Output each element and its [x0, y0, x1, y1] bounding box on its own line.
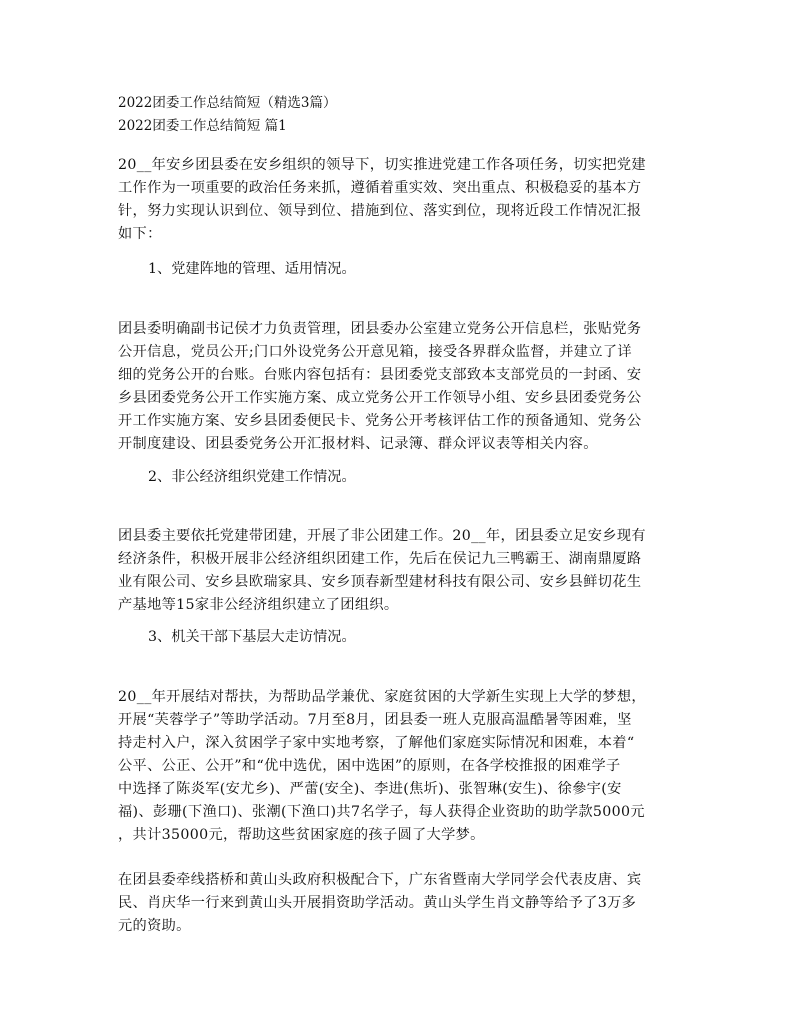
- paragraph-line: 细的党务公开的台账。台账内容包括有：县团委党支部致本支部党员的一封函、安: [118, 367, 642, 383]
- paragraph-line: 持走村入户，深入贫困学子家中实地考察，了解他们家庭实际情况和困难，本着“: [118, 735, 635, 751]
- paragraph-line: 工作作为一项重要的政治任务来抓，遵循着重实效、突出重点、积极稳妥的基本方: [118, 180, 642, 196]
- paragraph-line: 产基地等15家非公经济组织建立了团组织。: [118, 597, 399, 613]
- paragraph-line: 业有限公司、安乡县欧瑞家具、安乡顶春新型建材科技有限公司、安乡县鲜切花生: [118, 574, 642, 590]
- paragraph-line: 公平、公正、公开”和“优中选优，困中选困”的原则，在各学校推报的困难学子: [118, 758, 621, 774]
- paragraph-line: 公开信息，党员公开;门口外设党务公开意见箱，接受各界群众监督，并建立了详: [118, 344, 632, 360]
- paragraph-line: 开工作实施方案、安乡县团委便民卡、党务公开考核评估工作的预备通知、党务公: [118, 413, 642, 429]
- paragraph-line: 民、肖庆华一行来到黄山头开展捐资助学活动。黄山头学生肖文静等给予了3万多: [118, 895, 637, 911]
- paragraph-line: 20__年开展结对帮扶，为帮助品学兼优、家庭贫困的大学新生实现上大学的梦想，: [118, 689, 646, 705]
- paragraph-line: 团县委主要依托党建带团建，开展了非公团建工作。20__年，团县委立足安乡现有: [118, 528, 646, 544]
- paragraph-line: 元的资助。: [118, 918, 191, 934]
- paragraph-line: 如下：: [118, 226, 162, 242]
- paragraph-line: 20__年安乡团县委在安乡组织的领导下，切实推进党建工作各项任务，切实把党建: [118, 157, 646, 173]
- paragraph-line: 团县委明确副书记侯才力负责管理，团县委办公室建立党务公开信息栏，张贴党务: [118, 321, 642, 337]
- section-heading-3: 3、机关干部下基层大走访情况。: [148, 629, 356, 645]
- paragraph-line: ，共计35000元，帮助这些贫困家庭的孩子圆了大学梦。: [118, 827, 485, 843]
- paragraph-line: 针，努力实现认识到位、领导到位、措施到位、落实到位，现将近段工作情况汇报: [118, 203, 642, 219]
- section-heading-1: 1、党建阵地的管理、适用情况。: [148, 261, 356, 277]
- document-title: 2022团委工作总结简短（精选3篇）: [118, 95, 337, 111]
- paragraph-line: 在团县委牵线搭桥和黄山头政府积极配合下，广东省暨南大学同学会代表皮唐、宾: [118, 872, 642, 888]
- document-subtitle: 2022团委工作总结简短 篇1: [118, 118, 287, 134]
- paragraph-line: 开展“芙蓉学子”等助学活动。7月至8月，团县委一班人克服高温酷暑等困难，坚: [118, 712, 632, 728]
- paragraph-line: 中选择了陈炎军(安尤乡)、严蕾(安全)、李进(焦圻)、张智琳(安生)、徐參宇(安: [118, 781, 622, 797]
- paragraph-line: 乡县团委党务公开工作实施方案、成立党务公开工作领导小组、安乡县团委党务公: [118, 390, 642, 406]
- section-heading-2: 2、非公经济组织党建工作情况。: [148, 469, 356, 485]
- paragraph-line: 经济条件，积极开展非公经济组织团建工作，先后在侯记九三鸭霸王、湖南鼎厦路: [118, 551, 642, 567]
- paragraph-line: 开制度建设、团县委党务公开汇报材料、记录簿、群众评议表等相关内容。: [118, 436, 598, 452]
- paragraph-line: 福)、彭珊(下渔口)、张潮(下渔口)共7名学子，每人获得企业资助的助学款5000元: [118, 804, 645, 820]
